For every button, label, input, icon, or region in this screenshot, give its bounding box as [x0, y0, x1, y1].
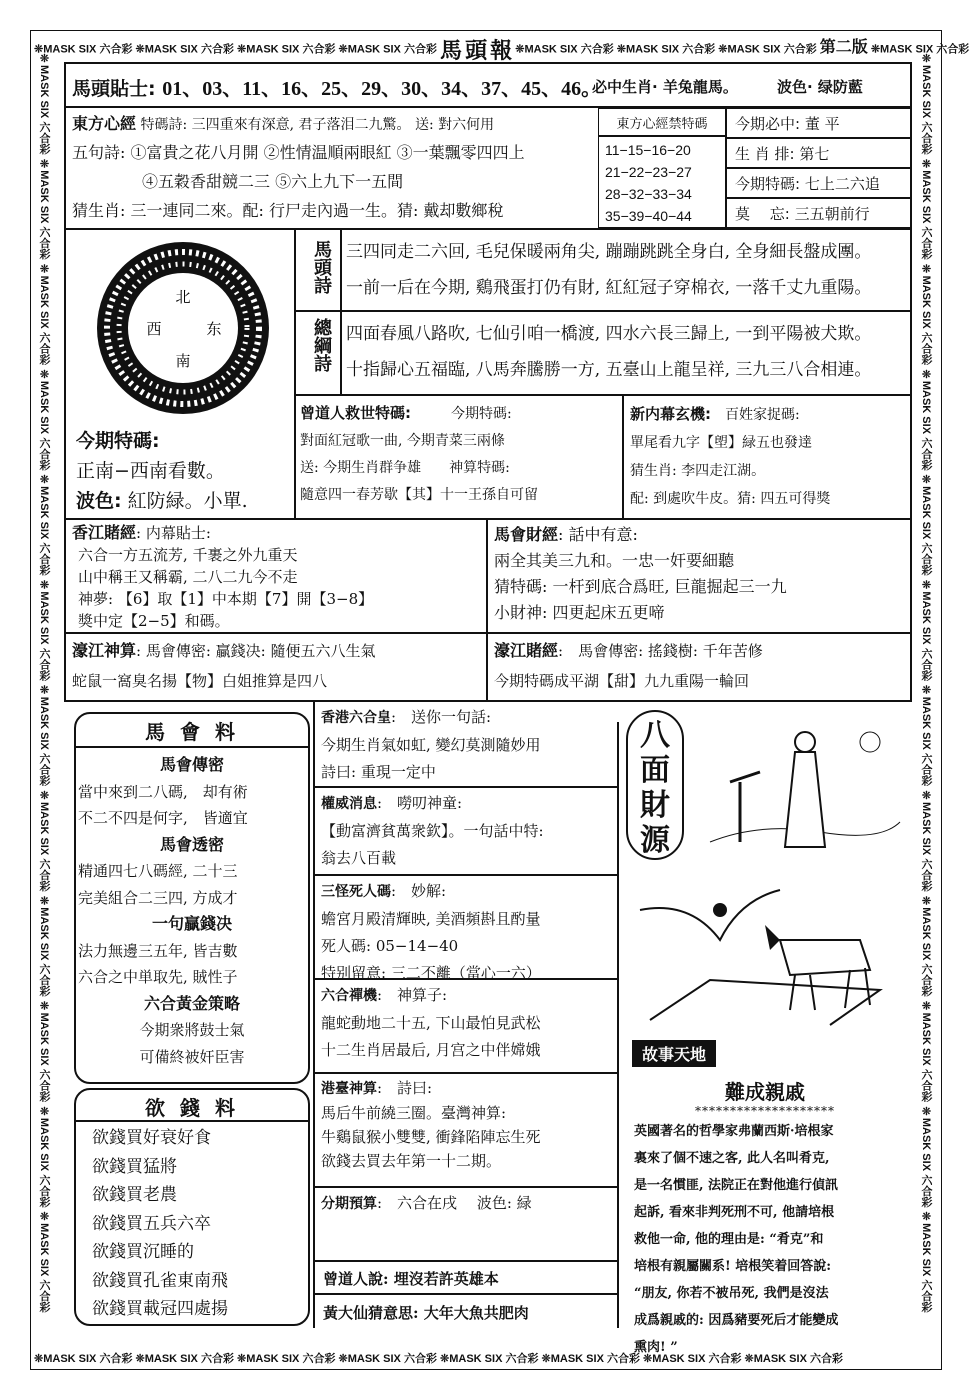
xiangjiang-line: 山中稱王又稱霸, 二八二九今不走: [78, 568, 298, 586]
middle-section: [313, 1074, 619, 1188]
xiangjiang-title: 香江賭經: [72, 523, 137, 542]
info-value: 董 平: [804, 114, 840, 133]
middle-section-title: 香港六合皇: [321, 710, 391, 726]
info-label: 莫 忘:: [735, 204, 790, 223]
divider: [294, 228, 296, 518]
forbidden-numbers: [598, 136, 726, 228]
middle-section-sub: : 六合在戌 波色: 緑: [377, 1194, 532, 1212]
story-line: 裏來了個不速之客, 此人名叫肴克,: [634, 1151, 830, 1166]
mahui-line: 可備終被奸臣害: [139, 1047, 245, 1066]
south-label: 南: [175, 352, 191, 370]
caijing-title: 馬會財經: [494, 525, 559, 544]
tips-color: 波色· 绿防藍: [777, 78, 863, 96]
haojiang-du-title: 濠江賭經: [494, 641, 559, 660]
border-text: ❊MASK SIX 六合彩 ❊MASK SIX 六合彩 ❊MASK SIX 六合彩 ❊MASK SIX 六合彩: [34, 43, 441, 56]
dongfang-special: 特碼詩: 三四重來有深意, 君子落泪二九驚。 送: 對六何用: [140, 117, 495, 133]
info-label: 生 肖 排:: [735, 144, 795, 163]
xiangjiang-section: [72, 522, 373, 632]
neimu-title: 新内幕玄機:: [630, 405, 711, 423]
middle-section-header: [321, 704, 611, 732]
yuqian-line: 欲錢買好衰好食: [92, 1128, 211, 1148]
info-value: 三五朝前行: [794, 204, 870, 223]
banner-char: 財: [640, 788, 670, 823]
middle-section-line: 特别留意: 三二不離（當心一六）: [321, 964, 541, 982]
border-text: ❊MASK SIX 六合彩 ❊MASK SIX 六合彩 ❊MASK SIX 六合彩: [515, 43, 820, 56]
middle-section-line: 龍蛇動地二十五, 下山最怕見武松: [321, 1014, 541, 1032]
special-title: 今期特碼:: [76, 430, 160, 452]
zengdao-line: 隨意四一春芳歇【其】十一王孫自可留: [300, 487, 538, 503]
poem-line: 一前一后在今期, 鷄飛蛋打仍有財, 紅紅冠子穿棉衣, 一落千丈九重陽。: [346, 278, 872, 298]
middle-section-title: 港臺神算: [321, 1081, 377, 1097]
special-line: 正南−西南看數。: [76, 460, 225, 482]
divider: [64, 228, 912, 230]
tips-zodiac: 必中生肖· 羊兔龍馬。: [592, 78, 738, 96]
info-row: [726, 138, 912, 168]
east-label: 东: [206, 320, 222, 338]
middle-section-header: [321, 1076, 611, 1101]
middle-section-title: 六合禪機: [321, 988, 377, 1004]
neimu-sub: 百姓家捉碼:: [725, 407, 800, 423]
middle-section-sub: : 妙解:: [391, 882, 447, 900]
special-left: [76, 426, 248, 516]
xiangjiang-line: 獎中定【2−5】和碼。: [78, 612, 230, 630]
middle-section-line: 蟾宮月殿清輝映, 美酒頻斟且酌量: [321, 910, 541, 928]
neimu-line: 猜生肖: 李四走江湖。: [630, 463, 766, 479]
poem-line: 四面春風八路吹, 七仙引咱一橋渡, 四水六長三歸上, 一到平陽被犬欺。: [346, 324, 872, 344]
zengdao-line: 對面紅冠歌一曲, 今期青菜三兩條: [300, 433, 505, 449]
dongfang-guess: 猜生肖: 三一連同二來。配: 行尸走內過一生。猜: 戴却數鄉稅: [72, 201, 504, 220]
middle-section: [313, 876, 619, 980]
story-stars: ********************: [695, 1104, 835, 1118]
middle-section-line: 十二生肖居最后, 月宫之中伴嫦娥: [321, 1041, 541, 1059]
story-line: 培根有親屬關系! 培根笑着回答說:: [634, 1259, 832, 1274]
story-title: 難成親戚: [725, 1080, 805, 1104]
border-text: ❊MASK SIX 六合彩: [870, 43, 970, 56]
zengdao-title: 曾道人救世特碼:: [300, 404, 411, 422]
neimu-line: 單尾看九字【塱】緑五也發達: [630, 435, 812, 451]
border-text: ❊MASK SIX 六合彩 ❊MASK SIX 六合彩 ❊MASK SIX 六合彩 ❊MASK SIX 六合彩 ❊MASK SIX 六合彩 ❊MASK SIX 六合彩 ❊MASK SIX 六合彩 ❊MASK SIX 六合彩 ❊MASK SIX 六合彩 ❊MASK SIX 六合彩 ❊MASK SIX 六合彩 ❊MASK SIX 六合彩: [38, 52, 50, 1313]
story-line: 熏肉! ”: [634, 1340, 678, 1355]
yuqian-line: 欲錢買猛將: [92, 1156, 177, 1177]
zonggang-poem: [346, 316, 871, 388]
neimu-line: 配: 到處吹牛皮。猜: 四五可得獎: [630, 491, 831, 507]
story-line: 成爲親戚的: 因爲豬要死后才能變成: [634, 1313, 839, 1328]
story-tag: 故事天地: [632, 1040, 716, 1067]
middle-section: [313, 1188, 619, 1224]
north-label: 北: [175, 288, 191, 306]
banner-char: 源: [640, 823, 670, 858]
zengdao-sub: 今期特碼:: [451, 406, 512, 422]
mahui-section-head: 馬會傳密: [159, 755, 224, 774]
info-label: 今期必中:: [735, 114, 801, 133]
story-line: 是一名慣匪, 法院正在對他進行偵訊: [634, 1178, 839, 1193]
tips-numbers: 01、03、11、16、25、29、30、34、37、45、46。: [162, 78, 602, 100]
story-line: 起訴, 看來非判死刑不可, 他請培根: [634, 1205, 835, 1220]
haojiang-dujing: [494, 636, 763, 696]
middle-section: [313, 788, 619, 876]
edition-label: 第二版: [819, 37, 868, 57]
yuqian-line: 欲錢買沉睡的: [92, 1242, 194, 1262]
border-text: ❊MASK SIX 六合彩 ❊MASK SIX 六合彩 ❊MASK SIX 六合彩 ❊MASK SIX 六合彩 ❊MASK SIX 六合彩 ❊MASK SIX 六合彩 ❊MASK SIX 六合彩 ❊MASK SIX 六合彩 ❊MASK SIX 六合彩 ❊MASK SIX 六合彩 ❊MASK SIX 六合彩 ❊MASK SIX 六合彩: [920, 52, 932, 1313]
info-row: [726, 108, 912, 138]
divider: [76, 746, 308, 748]
mahui-title: 馬 會 料: [145, 720, 239, 744]
middle-column: [313, 702, 619, 1224]
middle-section-header: [321, 878, 611, 906]
middle-section-line: 牛鷄鼠猴小雙雙, 衝鋒陷陣忘生死: [321, 1128, 541, 1146]
mahui-section-head: 馬會透密: [159, 834, 224, 854]
info-value: 第七: [799, 144, 830, 163]
matou-poem: [346, 234, 871, 306]
banner-char: 面: [640, 753, 670, 788]
yuqian-title: 欲 錢 料: [145, 1096, 239, 1120]
yuqian-body: [92, 1124, 228, 1324]
five-poem-line: ①富貴之花八月開 ②性情温順兩眼紅 ③一葉飄零四四上: [130, 143, 525, 162]
bamian-caiyuan-banner: [626, 710, 684, 860]
mahui-line: 今期衆將鼓士氣: [139, 1021, 245, 1039]
mahui-line: 精通四七八碼經, 二十三: [78, 862, 238, 880]
info-label: 今期特碼:: [735, 174, 801, 193]
scholar-illustration: [700, 712, 900, 862]
xiangjiang-line: 神夢: 【6】取【1】中本期【7】開【3−8】: [78, 590, 374, 608]
middle-section-line: 死人碼: 05−14−40: [321, 937, 459, 955]
middle-section-sub: : 送你一句話:: [391, 708, 492, 726]
neimu-section: [630, 400, 830, 513]
mahui-line: 不二不四是何字, 皆適宜: [78, 809, 248, 827]
dongfang-title: 東方心經: [72, 114, 137, 133]
middle-section-title: 分期預算: [321, 1196, 377, 1212]
caijing-line: 兩全其美三九和。一忠一奸要細聽: [494, 551, 735, 570]
haojiang-shen-line: 蛇鼠一窩臭名揚【物】白姐推算是四八: [72, 672, 328, 690]
middle-section-line: 馬后牛前繞三圈。臺灣神算:: [321, 1104, 507, 1122]
mahui-line: 六合之中単取先, 賊性子: [78, 968, 238, 986]
mahui-section-head: 六合黃金策略: [143, 993, 240, 1013]
matou-poem-label: 馬頭詩: [311, 240, 332, 294]
haojiang-shen-title: 濠江神算: [72, 641, 137, 660]
zengdao-section: [300, 400, 538, 509]
zengdao-says: 曾道人說: 埋沒若許英雄本: [313, 1260, 619, 1295]
goat-illustration: [630, 880, 910, 1030]
tips-label: 馬頭貼士:: [72, 78, 156, 100]
middle-section-line: 【動富濟貧萬衆欽】。一句話中特:: [321, 822, 544, 840]
yuqian-line: 欲錢買載冠四處揚: [92, 1299, 228, 1319]
zengdao-line: 送: 今期生肖群争雄 神算特碼:: [300, 460, 510, 476]
divider: [64, 518, 912, 520]
caijing-section: [494, 522, 787, 626]
yuqian-line: 欲錢買孔雀東南飛: [92, 1270, 228, 1291]
caijing-line: 猜特碼: 一杆到底合爲旺, 巨龍掘起三一九: [494, 577, 787, 596]
middle-section-sub: : 詩曰:: [377, 1079, 433, 1097]
yuqian-line: 欲錢買五兵六卒: [92, 1213, 211, 1234]
middle-section-header: [321, 790, 611, 818]
masthead-char: 馬: [440, 38, 463, 64]
caijing-sub: : 話中有意:: [558, 525, 638, 544]
middle-section-line: 翁去八百載: [321, 849, 397, 867]
middle-section-line: 今期生肖氣如虹, 變幻莫測隨妙用: [321, 736, 541, 754]
middle-section-sub: : 神算子:: [377, 986, 448, 1004]
divider: [294, 310, 912, 312]
banner-char: 八: [640, 718, 670, 753]
divider: [486, 518, 488, 702]
middle-section-title: 權威消息: [321, 796, 377, 812]
color-value: 紅防緑。小單.: [127, 490, 248, 512]
forbidden-row: 28−32−33−34: [605, 186, 692, 202]
info-value: 七上二六追: [804, 174, 880, 193]
mahui-line: 法力無邊三五年, 皆吉數: [78, 941, 238, 960]
five-poem-line: ④五穀香甜競二三 ⑤六上九下一五間: [142, 172, 404, 191]
poem-line: 十指歸心五福臨, 八馬奔騰勝一方, 五臺山上龍呈祥, 三九三八合相連。: [346, 360, 872, 380]
middle-section: [313, 980, 619, 1074]
divider: [64, 632, 912, 634]
five-poem-label: 五句詩:: [72, 143, 126, 162]
middle-section: [313, 702, 619, 788]
tips-row: [72, 72, 601, 101]
forbidden-row: 21−22−23−27: [605, 164, 692, 180]
masthead-char: 頭: [465, 38, 488, 64]
dongfang-section: [72, 112, 525, 224]
info-row: [726, 168, 912, 198]
zonggang-poem-label: 總綱詩: [311, 318, 332, 372]
divider: [294, 394, 912, 396]
story-line: “朋友, 你若不被吊死, 我們是沒法: [634, 1286, 829, 1301]
yuqian-line: 欲錢買老農: [92, 1185, 177, 1205]
color-label: 波色:: [76, 490, 122, 512]
mahui-body: [78, 752, 306, 1070]
border-text: ❊MASK SIX 六合彩 ❊MASK SIX 六合彩 ❊MASK SIX 六合彩 ❊MASK SIX 六合彩 ❊MASK SIX 六合彩 ❊MASK SIX 六合彩 ❊MASK SIX 六合彩 ❊MASK SIX 六合彩: [34, 1353, 843, 1365]
middle-section-sub: : 嘮叨神童:: [377, 794, 463, 812]
middle-section-title: 三怪死人碼: [321, 884, 391, 900]
haojiang-shensuan: [72, 636, 375, 696]
mahui-line: 完美組合二三四, 方成才: [78, 888, 238, 907]
mahui-line: 當中來到二八碼, 却有術: [78, 782, 248, 801]
xiangjiang-sub: : 内幕貼士:: [136, 524, 211, 542]
story-line: 英國著名的哲學家弗蘭西斯·培根家: [634, 1124, 834, 1139]
xiangjiang-line: 六合一方五流芳, 千裹之外九重天: [78, 546, 298, 564]
middle-section-line: 欲錢去買去年第一十二期。: [321, 1152, 502, 1170]
haojiang-du-sub: : 馬會傳密: 搖錢樹: 千年苦修: [558, 642, 763, 660]
west-label: 西: [146, 320, 162, 338]
divider: [622, 394, 624, 518]
forbidden-row: 35−39−40−44: [605, 208, 692, 224]
masthead-char: 報: [490, 38, 513, 64]
info-row: [726, 198, 912, 228]
divider: [76, 1120, 308, 1122]
poem-line: 三四同走二六回, 毛兒保暖兩角尖, 蹦蹦跳跳全身白, 全身細長盤成團。: [346, 242, 872, 262]
story-body: [634, 1118, 838, 1361]
forbidden-title: 東方心經禁特碼: [598, 108, 726, 136]
compass-wheel-graphic: [88, 238, 278, 418]
story-line: 救他一命, 他的理由是: “肴克”和: [634, 1232, 824, 1247]
haojiang-shen-sub: : 馬會傳密: 贏錢决: 隨便五六八生氣: [136, 642, 376, 660]
middle-section-header: [321, 1190, 611, 1218]
middle-section-line: 詩曰: 重現一定中: [321, 763, 436, 781]
mahui-section-head: 一句贏錢决: [151, 914, 232, 933]
caijing-line: 小財神: 四更起床五更啼: [494, 603, 665, 622]
haojiang-du-line: 今期特碼成平湖【甜】九九重陽一輪回: [494, 672, 750, 690]
huangdaxian-guess: 黃大仙猜意思: 大年大魚共肥肉: [323, 1304, 529, 1322]
forbidden-row: 11−15−16−20: [605, 142, 691, 158]
